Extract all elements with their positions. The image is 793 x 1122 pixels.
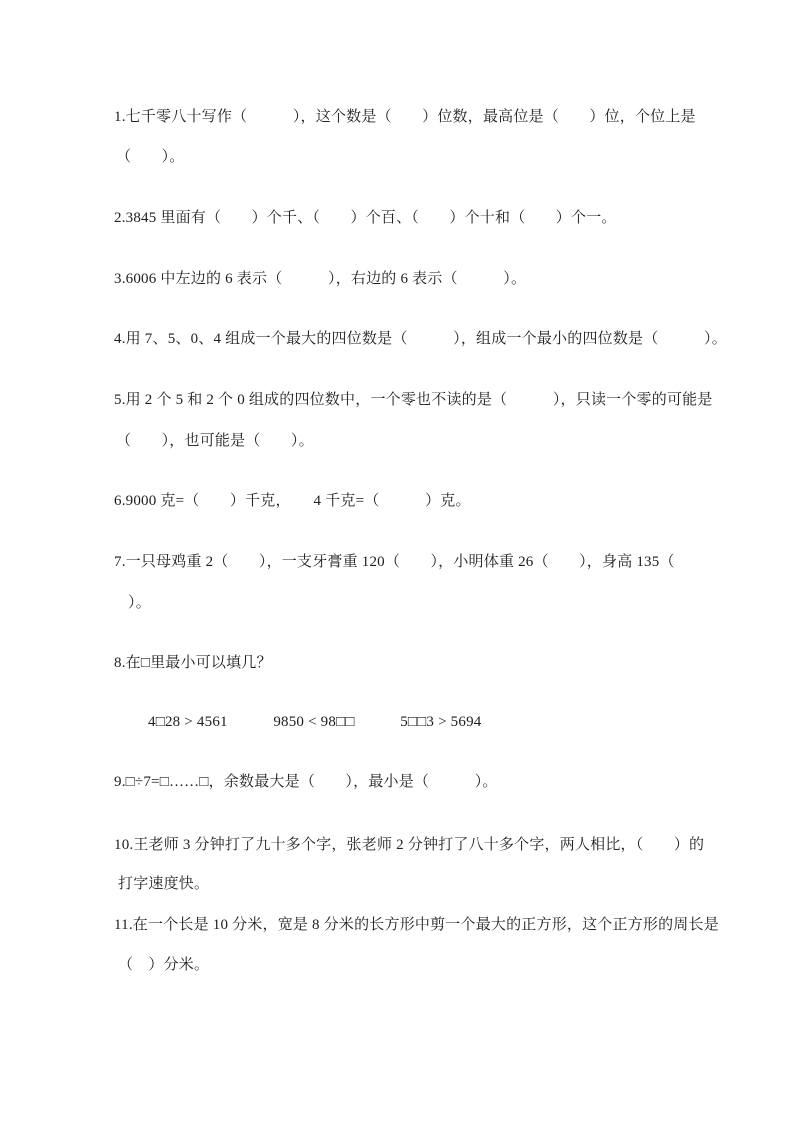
problem-8-question: 8.在□里最小可以填几？ — [114, 655, 272, 671]
problem-5-line-2: （ ），也可能是（ ）。 — [116, 433, 314, 449]
problem-7-line-1: 7.一只母鸡重 2（ ），一支牙膏重 120（ ），小明体重 26（ ），身高 135（ — [114, 554, 675, 570]
problem-2-line-1: 2.3845 里面有（ ）个千、（ ）个百、（ ）个十和（ ）个一。 — [114, 210, 617, 226]
problem-11-line-2: （ ）分米。 — [118, 957, 210, 973]
problem-7-line-2: ）。 — [128, 595, 151, 611]
problem-5-line-1: 5.用 2 个 5 和 2 个 0 组成的四位数中，一个零也不读的是（ ），只读一个零的可能是 — [114, 392, 713, 408]
problem-10-line-2: 打字速度快。 — [118, 876, 210, 892]
problem-3-line-1: 3.6006 中左边的 6 表示（ ），右边的 6 表示（ ）。 — [114, 271, 527, 287]
problem-4-line-1: 4.用 7、5、0、4 组成一个最大的四位数是（ ），组成一个最小的四位数是（ ）。 — [114, 331, 727, 347]
problem-10-line-1: 10.王老师 3 分钟打了九十多个字，张老师 2 分钟打了八十多个字，两人相比，（ ）的 — [114, 837, 705, 853]
problem-11-line-1: 11.在一个长是 10 分米，宽是 8 分米的长方形中剪一个最大的正方形，这个正方形的周长是 — [114, 917, 719, 933]
problem-9-line-1: 9.□÷7=□……□，余数最大是（ ），最小是（ ）。 — [114, 774, 498, 790]
problem-8-equations: 4□28 > 4561 9850 < 98□□ 5□□3 > 5694 — [148, 714, 482, 730]
problem-6-line-1: 6.9000 克=（ ）千克， 4 千克=（ ）克。 — [114, 493, 471, 509]
problem-1-line-1: 1.七千零八十写作（ ），这个数是（ ）位数，最高位是（ ）位，个位上是 — [114, 109, 696, 125]
problem-1-line-2: （ ）。 — [116, 149, 185, 165]
